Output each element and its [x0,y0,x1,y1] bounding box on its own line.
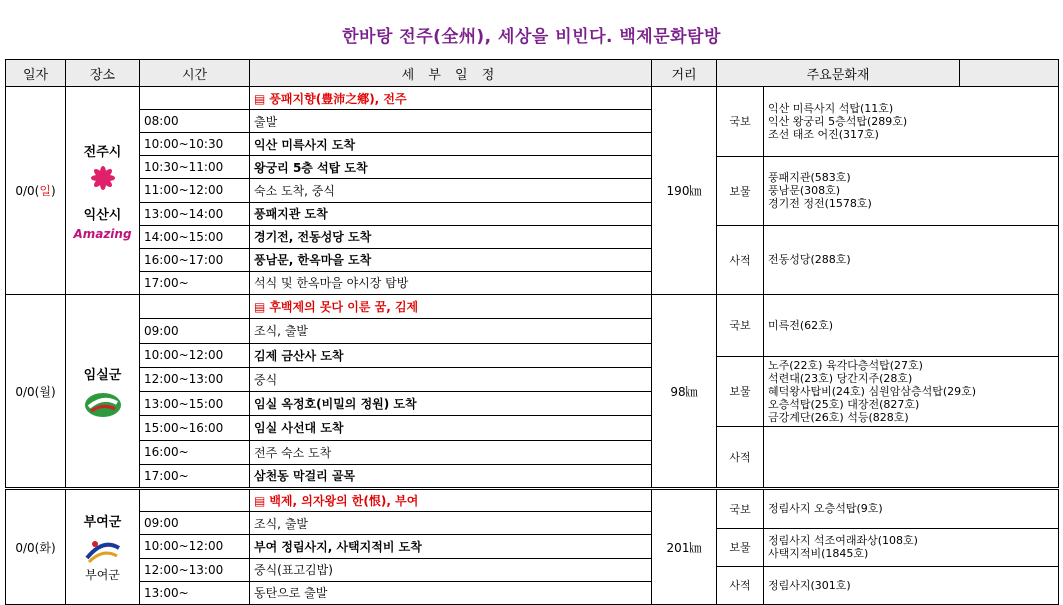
time-cell: 17:00~ [140,271,250,294]
time-cell: 13:00~15:00 [140,392,250,416]
topic-cell [250,295,652,319]
detail-cell: 부여 정림사지, 사택지적비 도착 [250,535,652,558]
heritage-row [717,426,1058,487]
time-cell: 10:00~12:00 [140,343,250,367]
time-cell: 09:00 [140,319,250,343]
time-cell: 15:00~16:00 [140,416,250,440]
time-cell: 08:00 [140,110,250,133]
detail-cell: 숙소 도착, 중식 [250,179,652,202]
heritage-row [717,295,1058,356]
place-name: 임실군 [83,367,122,383]
detail-cell: 경기전, 전동성당 도착 [250,225,652,248]
time-cell: 14:00~15:00 [140,225,250,248]
page-title: 한바탕 전주(全州), 세상을 비빈다. 백제문화탐방 [342,27,721,47]
heritage-category: 국보 [717,490,764,528]
heritage-item: 익산 미륵사지 석탑(11호) [768,101,894,115]
detail-cell: 풍남문, 한옥마을 도착 [250,248,652,271]
day-date: 0/0(화) [6,489,66,605]
heritage-item: 정림사지 석조여래좌상(108호) [768,534,918,547]
heritage-item: 석련대(23호) 당간지주(28호) [768,371,913,385]
heritage-category: 보물 [717,528,764,566]
topic-cell [250,87,652,110]
day-weekday: 화 [39,540,51,555]
heritage-items [764,528,1059,566]
header-distance: 거리 [652,60,717,87]
day-date: 0/0(월) [6,295,66,489]
detail-cell: 석식 및 한옥마을 야시장 탐방 [250,271,652,294]
header-place: 장소 [66,60,140,87]
time-cell: 13:00~14:00 [140,202,250,225]
heritage-category: 국보 [717,295,764,356]
buyeo-logo-icon [83,536,123,566]
iksan-logo-icon: Amazing [73,226,132,241]
heritage-row [717,528,1058,566]
heritage-items [764,356,1059,426]
heritage-item: 익산 왕궁리 5층석탑(289호) [768,114,908,128]
detail-cell: 임실 사선대 도착 [250,416,652,440]
time-cell: 13:00~ [140,581,250,604]
day-weekday: 월 [39,384,51,399]
detail-cell: 풍패지관 도착 [250,202,652,225]
heritage-item: 조선 태조 어진(317호) [768,127,879,141]
detail-cell: 삼천동 막걸리 골목 [250,464,652,488]
logo-label: 부여군 [85,568,120,582]
header-time: 시간 [140,60,250,87]
day-weekday: 일 [39,184,51,198]
heritage-cell [717,489,1059,605]
topic-text: 후백제의 못다 이룬 꿈, 김제 [269,300,419,315]
time-cell: 10:00~12:00 [140,535,250,558]
heritage-row [717,156,1058,225]
heritage-item: 사택지적비(1845호) [768,547,869,560]
topic-cell [250,489,652,512]
heritage-item: 오층석탑(25호) 대장전(827호) [768,397,920,411]
topic-icon: ▤ [254,494,266,509]
heritage-items [764,156,1059,225]
heritage-category: 국보 [717,87,764,156]
heritage-items [764,490,1059,528]
heritage-category: 사적 [717,566,764,604]
heritage-box [717,87,1058,294]
detail-cell: 익산 미륵사지 도착 [250,133,652,156]
time-cell: 12:00~13:00 [140,558,250,581]
imsil-logo-icon [83,391,123,419]
heritage-category: 보물 [717,156,764,225]
heritage-items [764,295,1059,356]
time-cell: 10:00~10:30 [140,133,250,156]
distance-cell: 201㎞ [652,489,717,605]
heritage-row [717,356,1058,426]
place-name: 부여군 [83,515,122,530]
detail-cell: 동탄으로 출발 [250,581,652,604]
detail-cell: 중식 [250,367,652,391]
time-cell [140,489,250,512]
time-cell: 09:00 [140,512,250,535]
time-cell: 12:00~13:00 [140,367,250,391]
place-name: 익산시 [83,207,122,223]
heritage-item: 전동성당(288호) [768,253,851,267]
heritage-item: 혜덕왕사탑비(24호) 심원암삼층석탑(29호) [768,384,977,398]
heritage-item: 미륵전(62호) [768,318,834,332]
heritage-row [717,566,1058,604]
heritage-category: 보물 [717,356,764,426]
time-cell: 16:00~17:00 [140,248,250,271]
heritage-item: 정림사지(301호) [768,578,851,592]
detail-cell: 중식(표고김밥) [250,558,652,581]
heritage-items [764,426,1059,487]
heritage-item: 풍패지관(583호) [768,171,851,184]
detail-cell: 조식, 출발 [250,319,652,343]
topic-text: 풍패지향(豊沛之鄕), 전주 [269,91,407,106]
heritage-item: 노주(22호) 육각다층석탑(27호) [768,358,923,372]
topic-text: 백제, 의자왕의 한(恨), 부여 [269,494,419,509]
day-place [66,295,140,489]
heritage-cell [717,87,1059,295]
topic-icon: ▤ [254,300,266,315]
detail-cell: 출발 [250,110,652,133]
header-blank [960,60,1059,87]
header-heritage: 주요문화재 [717,60,960,87]
distance-cell: 98㎞ [652,295,717,489]
distance-cell: 190㎞ [652,87,717,295]
time-cell [140,87,250,110]
detail-cell: 왕궁리 5층 석탑 도착 [250,156,652,179]
heritage-category: 사적 [717,225,764,294]
schedule-topic-row [6,489,1059,512]
itinerary-table [5,59,1059,605]
time-cell: 17:00~ [140,464,250,488]
heritage-items [764,87,1059,156]
heritage-box [717,490,1058,604]
heritage-box [717,295,1058,487]
time-cell: 11:00~12:00 [140,179,250,202]
heritage-items [764,566,1059,604]
heritage-items [764,225,1059,294]
heritage-row [717,87,1058,156]
time-cell: 16:00~ [140,440,250,464]
header-date: 일자 [6,60,66,87]
heritage-row [717,225,1058,294]
detail-cell: 임실 옥정호(비밀의 정원) 도착 [250,392,652,416]
place-name: 전주시 [83,144,122,160]
detail-cell: 김제 금산사 도착 [250,343,652,367]
jeonju-logo-icon [88,164,118,190]
heritage-category: 사적 [717,426,764,487]
heritage-item: 풍남문(308호) [768,184,841,197]
heritage-item: 경기전 정전(1578호) [768,197,872,210]
detail-cell: 전주 숙소 도착 [250,440,652,464]
heritage-cell [717,295,1059,489]
topic-icon: ▤ [254,91,266,106]
schedule-topic-row [6,87,1059,110]
time-cell [140,295,250,319]
day-date: 0/0(일) [6,87,66,295]
heritage-item: 정림사지 오층석탑(9호) [768,502,883,516]
day-place [66,489,140,605]
schedule-topic-row [6,295,1059,319]
heritage-item: 금강계단(26호) 석등(828호) [768,410,909,424]
time-cell: 10:30~11:00 [140,156,250,179]
day-place [66,87,140,295]
detail-cell: 조식, 출발 [250,512,652,535]
header-detail: 세 부 일 정 [250,60,652,87]
heritage-row [717,490,1058,528]
